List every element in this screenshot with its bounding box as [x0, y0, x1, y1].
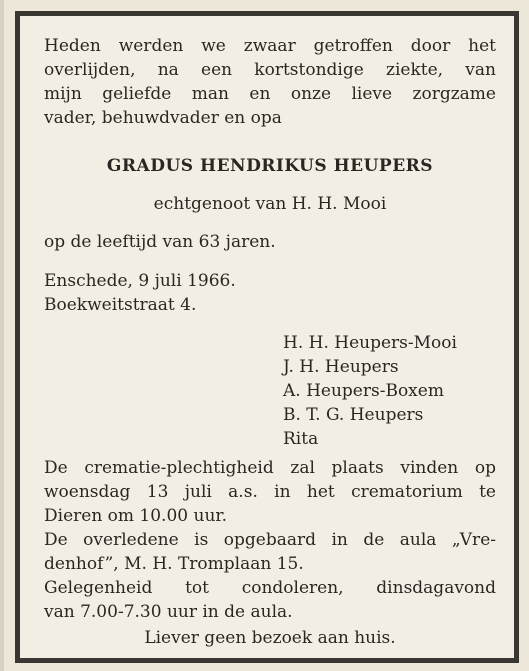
page-edge [0, 0, 4, 671]
laid-out-line: De overledene is opgebaard in de aula „Vre- [44, 530, 496, 550]
closing-block [44, 626, 496, 650]
family-member: H. H. Heupers-Mooi [283, 333, 457, 353]
intro-line: overlijden, na een kortstondige ziekte, van [44, 60, 496, 80]
condolence-line: van 7.00-7.30 uur in de aula. [44, 602, 293, 622]
intro-paragraph [44, 34, 496, 130]
family-member: B. T. G. Heupers [283, 405, 424, 425]
family-list [283, 331, 457, 451]
place-date: Enschede, 9 juli 1966. [44, 271, 236, 291]
address: Boekweitstraat 4. [44, 295, 197, 315]
cremation-line: Dieren om 10.00 uur. [44, 506, 228, 526]
intro-line: Heden werden we zwaar getroffen door het [44, 36, 496, 56]
family-member: J. H. Heupers [283, 357, 399, 377]
family-member: Rita [283, 429, 319, 449]
place-date-block [44, 269, 496, 317]
deceased-block [44, 154, 496, 178]
age-block [44, 230, 496, 254]
deceased-name: GRADUS HENDRIKUS HEUPERS [106, 156, 434, 176]
condolence-line: Gelegenheid tot condoleren, dinsdagavond [44, 578, 496, 598]
details-paragraph [44, 456, 496, 624]
laid-out-line: denhof”, M. H. Tromplaan 15. [44, 554, 304, 574]
cremation-line: De crematie-plechtigheid zal plaats vinden op [44, 458, 496, 478]
family-member: A. Heupers-Boxem [283, 381, 444, 401]
age-line: op de leeftijd van 63 jaren. [44, 232, 276, 252]
announcement-frame [15, 11, 519, 663]
no-visits-line: Liever geen bezoek aan huis. [144, 628, 396, 648]
spouse-line: echtgenoot van H. H. Mooi [153, 194, 387, 214]
intro-line: vader, behuwdvader en opa [44, 108, 282, 128]
cremation-line: woensdag 13 juli a.s. in het crematorium te [44, 482, 496, 502]
intro-line: mijn geliefde man en onze lieve zorgzame [44, 84, 496, 104]
spouse-block [44, 192, 496, 216]
